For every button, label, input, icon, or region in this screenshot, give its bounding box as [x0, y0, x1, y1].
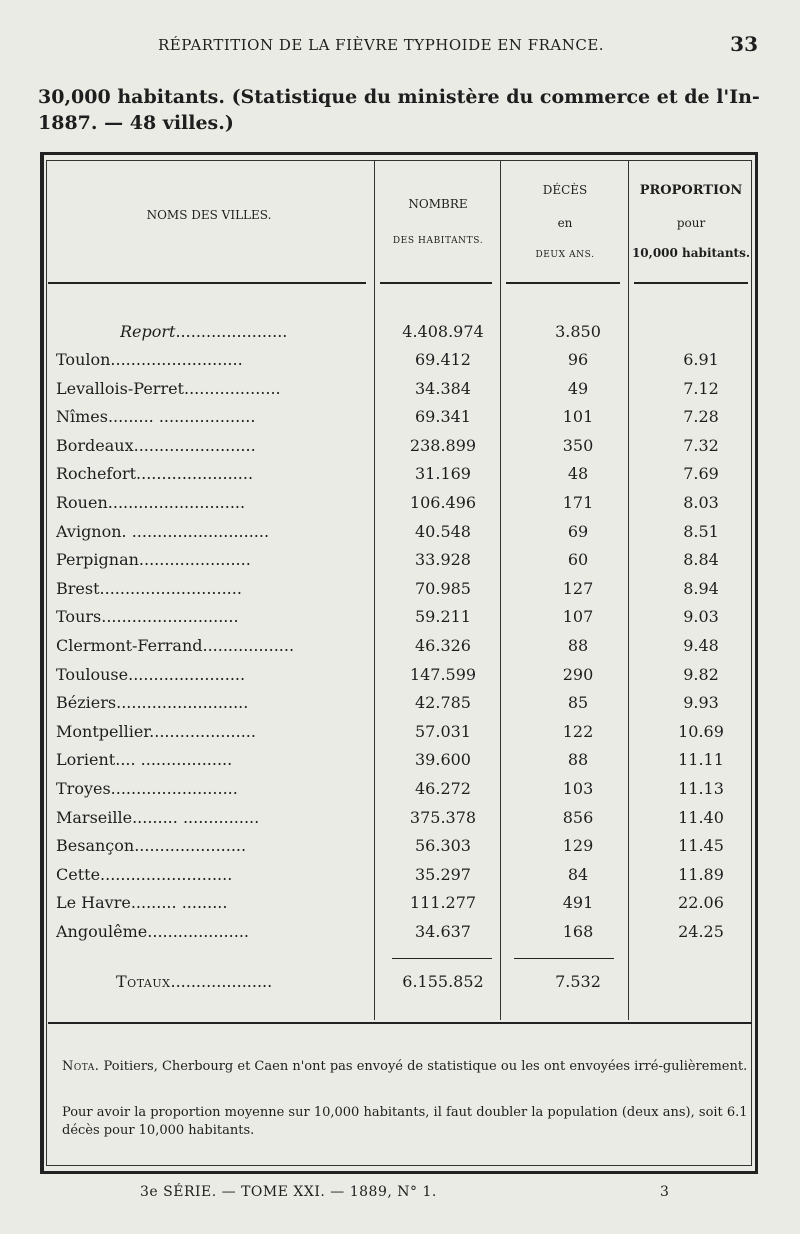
header-cities: NOMS DES VILLES.	[146, 208, 272, 222]
report-label: Report	[120, 322, 176, 341]
table-row	[56, 808, 756, 837]
population-cell: 34.384	[415, 379, 471, 398]
header-deaths-en: en	[557, 216, 573, 230]
leader-dots: ....................	[147, 922, 249, 941]
city-name: Brest	[56, 579, 100, 598]
deaths-cell: 60	[567, 550, 589, 569]
city-cell	[56, 750, 370, 769]
signature-mark: 3	[660, 1184, 669, 1200]
city-cell	[56, 522, 370, 541]
city-name: Tours	[56, 607, 102, 626]
population-cell: 59.211	[415, 607, 471, 626]
table-row	[56, 893, 756, 922]
nota-label: Nota.	[62, 1059, 100, 1074]
leader-dots: ......................	[138, 550, 251, 569]
leader-dots: ......... .........	[130, 893, 228, 912]
city-name: Toulouse	[56, 665, 129, 684]
city-name: Angoulême	[56, 922, 148, 941]
leader-dots: ........................	[133, 436, 256, 455]
heading-line-1: 30,000 habitants. (Statistique du ministère du commerce et de l'In-	[38, 86, 760, 108]
deaths-cell: 127	[562, 579, 594, 598]
proportion-cell: 7.28	[683, 407, 719, 426]
city-name: Avignon	[56, 522, 122, 541]
header-deaths: DÉCÈS	[542, 183, 588, 197]
proportion-cell: 8.84	[683, 550, 719, 569]
proportion-cell: 9.48	[683, 636, 719, 655]
header-proportion: PROPORTION	[639, 183, 743, 198]
city-name: Cette	[56, 865, 101, 884]
table-row	[56, 750, 756, 779]
city-cell	[56, 665, 370, 684]
leader-dots: ..........................	[100, 865, 233, 884]
heading-line-2: 1887. — 48 villes.)	[38, 112, 234, 134]
table-row	[56, 779, 756, 808]
table-row	[56, 493, 756, 522]
deaths-cell: 290	[562, 665, 594, 684]
city-name: Perpignan	[56, 550, 139, 569]
proportion-cell: 9.82	[683, 665, 719, 684]
city-cell	[56, 550, 370, 569]
leader-dots: ......... ...................	[107, 407, 256, 426]
leader-dots: . ...........................	[121, 522, 270, 541]
proportion-cell: 11.11	[678, 750, 724, 769]
leader-dots: .... ..................	[115, 750, 233, 769]
header-rule-deaths	[506, 282, 620, 284]
totals-dots: ....................	[170, 972, 273, 991]
report-dots: ......................	[175, 322, 288, 341]
city-cell	[56, 464, 370, 483]
population-cell: 40.548	[415, 522, 471, 541]
report-deaths: 3.850	[555, 322, 601, 341]
city-cell	[56, 922, 370, 941]
report-population: 4.408.974	[402, 322, 484, 341]
page-number: 33	[730, 32, 758, 56]
deaths-cell: 49	[567, 379, 589, 398]
deaths-cell: 84	[567, 865, 589, 884]
report-label-cell	[120, 322, 370, 341]
leader-dots: .........................	[110, 779, 238, 798]
city-cell	[56, 636, 370, 655]
population-cell: 46.326	[415, 636, 471, 655]
proportion-cell: 11.45	[678, 836, 724, 855]
city-name: Levallois-Perret	[56, 379, 184, 398]
city-cell	[56, 808, 370, 827]
deaths-cell: 103	[562, 779, 594, 798]
page-footer	[0, 1184, 800, 1214]
header-deaths-sub: DEUX ANS.	[535, 250, 595, 260]
header-population: NOMBRE	[408, 197, 468, 211]
population-cell: 238.899	[409, 436, 477, 455]
table-row	[56, 636, 756, 665]
proportion-cell: 9.93	[683, 693, 719, 712]
report-row	[56, 322, 756, 351]
deaths-cell: 129	[562, 836, 594, 855]
city-cell	[56, 693, 370, 712]
city-cell	[56, 379, 370, 398]
proportion-cell: 11.13	[678, 779, 724, 798]
city-name: Besançon	[56, 836, 135, 855]
header-population-sub: DES HABITANTS.	[392, 236, 484, 246]
deaths-cell: 88	[567, 636, 589, 655]
header-proportion-pour: pour	[676, 216, 706, 230]
proportion-cell: 6.91	[683, 350, 719, 369]
leader-dots: ..........................	[110, 350, 243, 369]
population-cell: 69.412	[415, 350, 471, 369]
table-row	[56, 464, 756, 493]
proportion-cell: 8.51	[683, 522, 719, 541]
city-name: Bordeaux	[56, 436, 134, 455]
deaths-cell: 168	[562, 922, 594, 941]
header-rule-proportion	[634, 282, 748, 284]
totals-row	[56, 972, 756, 1001]
leader-dots: ..........................	[116, 693, 249, 712]
average-note: Pour avoir la proportion moyenne sur 10,000 habitants, il faut doubler la population (deux ans), soit 6.1 décès pour 10,000 habitants.	[62, 1105, 748, 1138]
totals-label: Totaux	[116, 972, 171, 991]
table-row	[56, 550, 756, 579]
deaths-cell: 107	[562, 607, 594, 626]
proportion-cell: 22.06	[678, 893, 724, 912]
population-cell: 375.378	[409, 808, 477, 827]
series-info: 3e SÉRIE. — TOME XXI. — 1889, N° 1.	[140, 1184, 437, 1200]
nota-text: Poitiers, Cherbourg et Caen n'ont pas envoyé de statistique ou les ont envoyées irré-gulièrement.	[99, 1059, 748, 1074]
proportion-cell: 11.89	[678, 865, 724, 884]
table-row	[56, 579, 756, 608]
deaths-cell: 88	[567, 750, 589, 769]
table-row	[56, 407, 756, 436]
table-row	[56, 379, 756, 408]
proportion-cell: 24.25	[678, 922, 724, 941]
proportion-cell: 7.32	[683, 436, 719, 455]
table-row	[56, 836, 756, 865]
city-cell	[56, 350, 370, 369]
population-cell: 147.599	[409, 665, 477, 684]
table-row	[56, 350, 756, 379]
proportion-cell: 8.94	[683, 579, 719, 598]
proportion-cell: 7.12	[683, 379, 719, 398]
city-cell	[56, 722, 370, 741]
proportion-cell: 10.69	[678, 722, 724, 741]
leader-dots: ...................	[183, 379, 281, 398]
population-cell: 34.637	[415, 922, 471, 941]
city-name: Le Havre	[56, 893, 131, 912]
population-cell: 31.169	[415, 464, 471, 483]
totals-label-cell	[116, 972, 370, 991]
city-cell	[56, 779, 370, 798]
deaths-cell: 350	[562, 436, 594, 455]
leader-dots: ..................	[202, 636, 295, 655]
city-name: Marseille	[56, 808, 133, 827]
city-cell	[56, 407, 370, 426]
city-name: Rochefort	[56, 464, 137, 483]
leader-dots: .......................	[136, 464, 254, 483]
city-name: Lorient	[56, 750, 116, 769]
deaths-cell: 122	[562, 722, 594, 741]
population-cell: 57.031	[415, 722, 471, 741]
header-rule-population	[380, 282, 492, 284]
deaths-cell: 69	[567, 522, 589, 541]
deaths-cell: 48	[567, 464, 589, 483]
population-cell: 111.277	[409, 893, 477, 912]
deaths-cell: 171	[562, 493, 594, 512]
city-cell	[56, 893, 370, 912]
table-row	[56, 436, 756, 465]
table-row	[56, 607, 756, 636]
proportion-cell: 11.40	[678, 808, 724, 827]
leader-dots: ............................	[99, 579, 242, 598]
deaths-cell: 856	[562, 808, 594, 827]
proportion-cell: 8.03	[683, 493, 719, 512]
city-name: Rouen	[56, 493, 108, 512]
city-cell	[56, 836, 370, 855]
deaths-cell: 491	[562, 893, 594, 912]
city-name: Montpellier	[56, 722, 150, 741]
city-name: Béziers	[56, 693, 117, 712]
leader-dots: ......... ...............	[132, 808, 260, 827]
population-cell: 56.303	[415, 836, 471, 855]
totals-population: 6.155.852	[402, 972, 484, 991]
deaths-cell: 96	[567, 350, 589, 369]
totals-rule-deaths	[514, 958, 614, 959]
population-cell: 42.785	[415, 693, 471, 712]
nota-paragraph	[62, 1058, 752, 1076]
running-head	[0, 30, 800, 60]
city-name: Troyes	[56, 779, 111, 798]
notes-separator	[48, 1022, 752, 1024]
section-heading	[38, 84, 768, 136]
city-cell	[56, 436, 370, 455]
table-row	[56, 693, 756, 722]
leader-dots: ......................	[134, 836, 247, 855]
city-cell	[56, 493, 370, 512]
population-cell: 46.272	[415, 779, 471, 798]
population-cell: 39.600	[415, 750, 471, 769]
table-row	[56, 522, 756, 551]
table-row	[56, 922, 756, 951]
city-name: Toulon	[56, 350, 111, 369]
header-rule-cities	[48, 282, 366, 284]
proportion-cell: 7.69	[683, 464, 719, 483]
deaths-cell: 101	[562, 407, 594, 426]
leader-dots: .....................	[149, 722, 256, 741]
leader-dots: ...........................	[101, 607, 239, 626]
population-cell: 35.297	[415, 865, 471, 884]
city-cell	[56, 865, 370, 884]
totals-deaths: 7.532	[555, 972, 601, 991]
leader-dots: ...........................	[107, 493, 246, 512]
population-cell: 106.496	[409, 493, 477, 512]
population-cell: 33.928	[415, 550, 471, 569]
table-row	[56, 865, 756, 894]
header-proportion-sub: 10,000 habitants.	[631, 246, 751, 260]
population-cell: 69.341	[415, 407, 471, 426]
table-row	[56, 665, 756, 694]
city-cell	[56, 607, 370, 626]
proportion-cell: 9.03	[683, 607, 719, 626]
leader-dots: .......................	[128, 665, 246, 684]
deaths-cell: 85	[567, 693, 589, 712]
city-name: Clermont-Ferrand	[56, 636, 203, 655]
totals-rule-population	[392, 958, 492, 959]
city-name: Nîmes	[56, 407, 108, 426]
running-head-title: RÉPARTITION DE LA FIÈVRE TYPHOIDE EN FRANCE.	[158, 36, 605, 54]
population-cell: 70.985	[415, 579, 471, 598]
table-row	[56, 722, 756, 751]
city-cell	[56, 579, 370, 598]
